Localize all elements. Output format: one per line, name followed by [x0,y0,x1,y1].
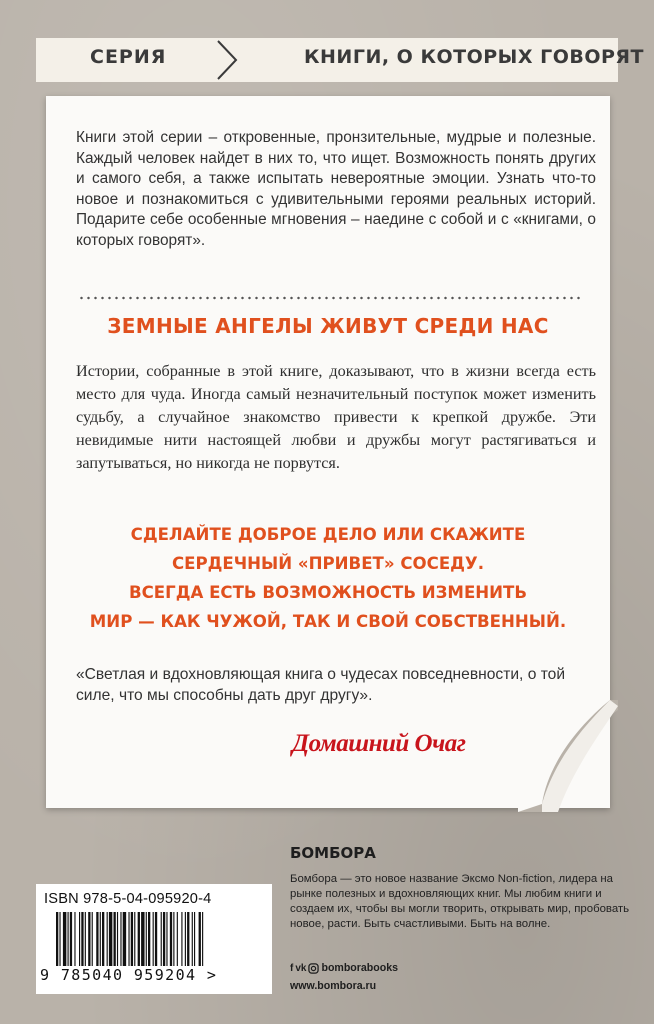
review-quote: «Светлая и вдохновляющая книга о чудесах повседневности, о той силе, что мы способны дать друг другу». [76,666,566,704]
publisher-description: Бомбора — это новое название Эксмо Non-fiction, лидера на рынке полезных и вдохновляющих книг. Мы любим книги и создаем их, чтобы вы могли творить, открывать мир, пробовать новое, расти. Быть счастливыми. Быть на волне. [290,873,630,930]
series-description: Книги этой серии – откровенные, пронзительные, мудрые и полезные. Каждый человек найдет в них то, что ищет. Возможность понять других и самого себя, а также испытать невероятные эмоции. Узнать что-то новое и познакомиться с удивительными героями реальных историй. Подарите себе особенные мгновения – наедине с собой и с «книгами, о которых говорят». [76,129,596,249]
barcode-image [56,912,256,966]
social-handle: bomborabooks [321,962,398,974]
vk-icon: vk [295,962,307,974]
publisher-website: www.bombora.ru [290,980,377,992]
review-source-logo: Домашний Очаг [292,730,466,757]
callout-line: ВСЕГДА ЕСТЬ ВОЗМОЖНОСТЬ ИЗМЕНИТЬ [128,583,528,602]
series-label: СЕРИЯ [90,46,167,68]
barcode-digits: 9 785040 959204 > [40,966,218,984]
book-annotation: Истории, собранные в этой книге, доказывают, что в жизни всегда есть место для чуда. Иногда самый незначительный поступок может изменить судьбу, а случайное знакомство привести к крепкой дружбе. Эти невидимые нити настоящей любви и дружбы могут растягиваться и запутываться, но никогда не порвутся. [76,362,596,472]
callout-line: СЕРДЕЧНЫЙ «ПРИВЕТ» СОСЕДУ. [171,554,485,573]
callout-block [46,520,610,636]
dotted-divider [78,296,580,300]
callout-line: СДЕЛАЙТЕ ДОБРОЕ ДЕЛО ИЛИ СКАЖИТЕ [130,525,526,544]
facebook-icon: f [290,962,294,974]
chevron-right-icon [204,37,244,83]
publisher-name: БОМБОРА [290,844,376,862]
page-curl [518,700,618,812]
book-headline: ЗЕМНЫЕ АНГЕЛЫ ЖИВУТ СРЕДИ НАС [107,314,549,338]
instagram-icon [308,963,319,974]
isbn-label: ISBN 978-5-04-095920-4 [44,891,212,907]
callout-line: МИР — КАК ЧУЖОЙ, ТАК И СВОЙ СОБСТВЕННЫЙ. [89,612,567,631]
social-links [290,962,398,974]
series-name: КНИГИ, О КОТОРЫХ ГОВОРЯТ [304,46,645,68]
